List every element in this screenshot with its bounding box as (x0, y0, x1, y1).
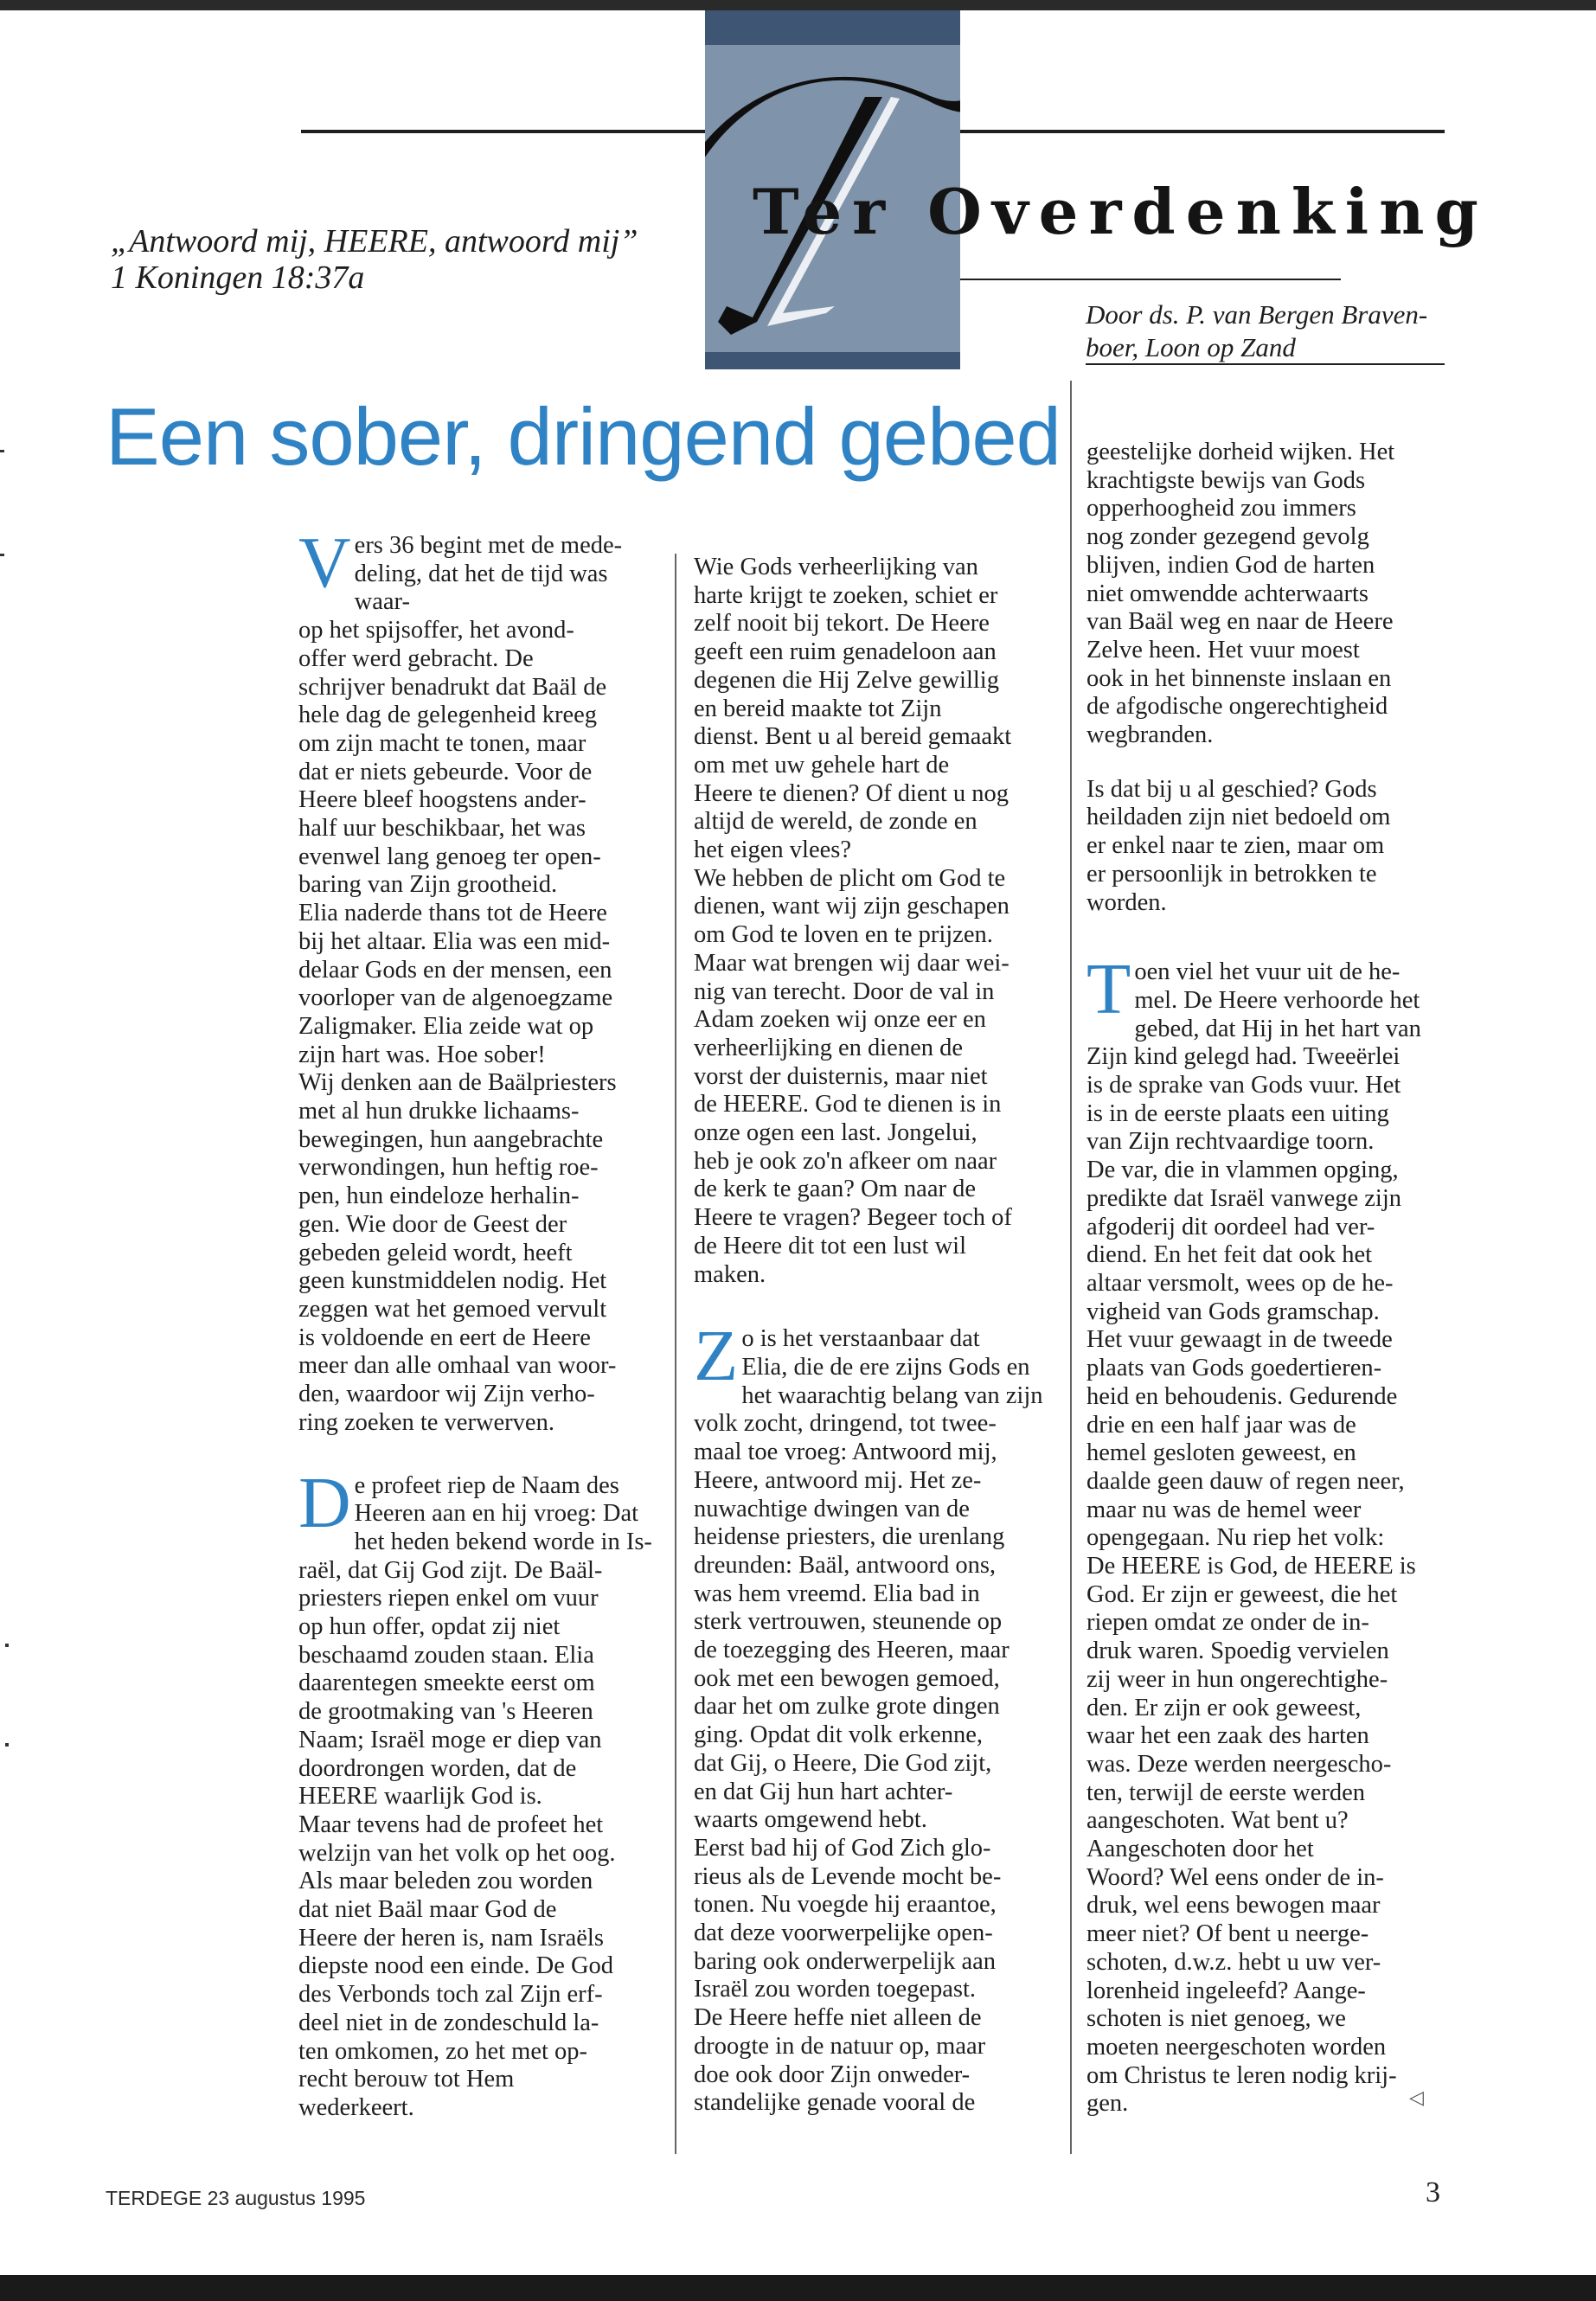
text-line: Elia, die de ere zijns Gods en (741, 1353, 1030, 1381)
text-line: het eigen vlees? (694, 836, 851, 864)
text-line: Heere te dienen? Of dient u nog (694, 779, 1010, 807)
text-line: dat deze voorwerpelijke open- (694, 1920, 993, 1947)
text-line: de kerk te gaan? Om naar de (694, 1176, 976, 1203)
text-line: is voldoende en eert de Heere (298, 1324, 591, 1351)
text-line: opengegaan. Nu riep het volk: (1086, 1524, 1385, 1552)
text-line: onze ogen een last. Jongelui, (694, 1119, 977, 1147)
text-line: op hun offer, opdat zij niet (298, 1613, 561, 1641)
text-line: is in de eerste plaats een uiting (1086, 1099, 1389, 1127)
scan-mark (0, 554, 4, 556)
text-line: rieus als de Levende mocht be- (694, 1862, 1002, 1890)
text-line: maal toe vroeg: Antwoord mij, (694, 1439, 997, 1466)
text-line: Elia naderde thans tot de Heere (298, 900, 607, 927)
paragraph-lines (1086, 949, 1450, 2118)
text-line: e profeet riep de Naam des (354, 1471, 619, 1499)
text-line: Wie Gods verheerlijking van (694, 554, 978, 580)
text-line: nuwachtige dwingen van de (694, 1495, 970, 1522)
header-rule-right (960, 130, 1445, 133)
text-line: Het vuur gewaagt in de tweede (1086, 1326, 1393, 1354)
text-line: Heeren aan en hij vroeg: Dat (354, 1500, 639, 1528)
text-line: dat niet Baäl maar God de (298, 1896, 557, 1924)
text-line: er enkel naar te zien, maar om (1086, 832, 1385, 860)
text-line: evenwel lang genoeg ter open- (298, 843, 601, 870)
section-title: Ter Overdenking (753, 175, 1489, 248)
drop-cap: Z (694, 1316, 739, 1397)
scan-edge-top (0, 0, 1596, 10)
text-line: den, waardoor wij Zijn verho- (298, 1381, 595, 1408)
text-line: de HEERE. God te dienen is in (694, 1091, 1002, 1118)
text-line: ook in het binnenste inslaan en (1086, 664, 1392, 692)
text-line: Naam; Israël moge er diep van (298, 1726, 602, 1753)
text-line: doordrongen worden, dat de (298, 1754, 577, 1782)
author-line-1: Door ds. P. van Bergen Braven- (1086, 299, 1428, 330)
text-line: gebeden geleid wordt, heeft (298, 1239, 573, 1266)
text-line: daar het om zulke grote dingen (694, 1693, 1000, 1721)
paragraph-lines (694, 1316, 1061, 2118)
text-line: welzijn van het volk op het oog. (298, 1839, 616, 1867)
text-line: om Christus te leren nodig krij- (1086, 2061, 1397, 2089)
text-line: was. Deze werden neergescho- (1086, 1750, 1392, 1778)
text-line: Woord? Wel eens onder de in- (1086, 1863, 1384, 1891)
text-line: Heere bleef hoogstens ander- (298, 786, 586, 814)
text-line: Israël zou worden toegepast. (694, 1976, 977, 2003)
text-line: pen, hun eindeloze herhalin- (298, 1183, 580, 1210)
text-line: de toezegging des Heeren, maar (694, 1637, 1010, 1664)
text-line: beschaamd zouden staan. Elia (298, 1641, 594, 1669)
text-line: HEERE waarlijk God is. (298, 1783, 542, 1811)
text-line: Aangeschoten door het (1086, 1836, 1314, 1863)
text-line: verheerlijking en dienen de (694, 1034, 963, 1061)
text-line: het heden bekend worde in Is- (354, 1528, 652, 1555)
text-line: het waarachtig belang van zijn (741, 1381, 1043, 1409)
text-line: heb je ook zo'n afkeer om naar (694, 1147, 997, 1175)
text-line: plaats van Gods goedertieren- (1086, 1355, 1382, 1382)
text-line: nog zonder gezegend gevolg (1086, 523, 1369, 551)
text-line: heidense priesters, die urenlang (694, 1523, 1005, 1551)
text-line: zelf nooit bij tekort. De Heere (694, 610, 990, 638)
drop-cap: T (1086, 949, 1131, 1030)
title-underline (960, 279, 1341, 280)
text-line: geestelijke dorheid wijken. Het (1086, 439, 1395, 465)
text-line: voorloper van de algenoegzame (298, 984, 613, 1012)
text-line: blijven, indien God de harten (1086, 551, 1375, 579)
text-line: Maar tevens had de profeet het (298, 1811, 604, 1838)
text-line: oen viel het vuur uit de he- (1134, 958, 1401, 986)
text-line: deel niet in de zondeschuld la- (298, 2009, 599, 2036)
paragraph (1086, 776, 1450, 918)
text-line: De var, die in vlammen opging, (1086, 1157, 1399, 1184)
text-line: De Heere heffe niet alleen de (694, 2004, 982, 2032)
text-line: meer niet? Of bent u neerge- (1086, 1920, 1369, 1948)
text-line: doe ook door Zijn onweder- (694, 2061, 971, 2088)
text-line: hele dag de gelegenheid kreeg (298, 702, 597, 729)
text-line: afgoderij dit oordeel had ver- (1086, 1213, 1375, 1240)
text-line: geeft een ruim genadeloon aan (694, 638, 997, 666)
text-line: recht berouw tot Hem (298, 2066, 515, 2093)
article-headline: Een sober, dringend gebed (106, 391, 1061, 482)
text-line: Adam zoeken wij onze eer en (694, 1006, 986, 1034)
text-line: zijn hart was. Hoe sober! (298, 1041, 546, 1068)
text-line: ring zoeken te verwerven. (298, 1408, 554, 1436)
paragraph-lines (1086, 439, 1450, 750)
paragraph (694, 554, 1061, 1289)
text-line: aangeschoten. Wat bent u? (1086, 1807, 1349, 1835)
text-column-3 (1086, 439, 1450, 2118)
text-line: mel. De Heere verhoorde het (1134, 986, 1420, 1014)
text-line: Is dat bij u al geschied? Gods (1086, 775, 1377, 803)
text-line: daarentegen smeekte eerst om (298, 1670, 595, 1697)
text-line: druk waren. Spoedig vervielen (1086, 1638, 1389, 1665)
text-line: nig van terecht. Door de val in (694, 977, 995, 1005)
column-divider-2 (1070, 381, 1072, 2154)
text-line: den. Er zijn er ook geweest, (1086, 1694, 1362, 1721)
text-line: en dat Gij hun hart achter- (694, 1778, 953, 1805)
text-line: de grootmaking van 's Heeren (298, 1698, 593, 1726)
text-line: Zijn kind gelegd had. Tweeërlei (1086, 1043, 1401, 1071)
text-line: wegbranden. (1086, 721, 1214, 749)
text-line: tonen. Nu voegde hij eraantoe, (694, 1891, 997, 1919)
text-line: Heere der heren is, nam Israëls (298, 1924, 604, 1952)
text-line: dat Gij, o Heere, Die God zijt, (694, 1749, 992, 1777)
text-line: raël, dat Gij God zijt. De Baäl- (298, 1556, 603, 1584)
text-line: baring van Zijn grootheid. (298, 871, 558, 899)
text-line: De HEERE is God, de HEERE is (1086, 1553, 1416, 1580)
text-line: en bereid maakte tot Zijn (694, 695, 942, 722)
column-divider-1 (675, 554, 676, 2154)
paragraph-lines (694, 554, 1061, 1289)
scan-mark (5, 1743, 9, 1747)
text-line: Heere, antwoord mij. Het ze- (694, 1466, 982, 1494)
text-line: volk zocht, dringend, tot twee- (694, 1410, 997, 1438)
text-line: bewegingen, hun aangebrachte (298, 1125, 604, 1153)
text-line: dreunden: Baäl, antwoord ons, (694, 1551, 997, 1579)
paragraph (694, 1316, 1061, 2118)
drop-cap: V (298, 522, 351, 603)
text-line: altaar versmolt, wees op de he- (1086, 1269, 1394, 1297)
page-number: 3 (1426, 2176, 1440, 2208)
text-line: moeten neergeschoten worden (1086, 2033, 1387, 2061)
text-line: dienst. Bent u al bereid gemaakt (694, 723, 1012, 751)
text-line: worden. (1086, 888, 1167, 916)
end-of-article-icon: ◁ (1409, 2087, 1424, 2110)
text-line: op het spijsoffer, het avond- (298, 617, 574, 644)
text-line: meer dan alle omhaal van woor- (298, 1352, 617, 1380)
text-line: drie en een half jaar was de (1086, 1411, 1356, 1439)
text-line: opperhoogheid zou immers (1086, 495, 1356, 522)
text-line: ook met een bewogen gemoed, (694, 1664, 1000, 1692)
text-line: half uur beschikbaar, het was (298, 815, 586, 843)
text-line: niet omwendde achterwaarts (1086, 580, 1369, 607)
text-line: maar nu was de hemel weer (1086, 1496, 1362, 1523)
author-byline (1086, 298, 1458, 364)
text-line: Wij denken aan de Baälpriesters (298, 1069, 617, 1097)
text-line: gen. (1086, 2090, 1129, 2118)
text-line: bij het altaar. Elia was een mid- (298, 927, 611, 955)
quote-reference: 1 Koningen 18:37a (111, 260, 365, 296)
text-line: deling, dat het de tijd was waar- (354, 560, 608, 616)
text-line: dat er niets gebeurde. Voor de (298, 758, 593, 785)
author-line-2: boer, Loon op Zand (1086, 332, 1296, 362)
text-column-2 (694, 554, 1061, 2118)
text-line: baring ook onderwerpelijk aan (694, 1947, 996, 1975)
text-line: diend. En het feit dat ook het (1086, 1241, 1373, 1269)
text-line: waarts omgewend hebt. (694, 1806, 927, 1834)
paragraph-lines (298, 1462, 662, 2123)
text-line: o is het verstaanbaar dat (741, 1325, 980, 1353)
text-line: daalde geen dauw of regen neer, (1086, 1467, 1405, 1495)
text-line: verwondingen, hun heftig roe- (298, 1154, 599, 1182)
text-line: altijd de wereld, de zonde en (694, 808, 977, 836)
text-line: ten, terwijl de eerste werden (1086, 1779, 1366, 1806)
text-line: predikte dat Israël vanwege zijn (1086, 1184, 1402, 1212)
header-rule-left (301, 130, 708, 133)
text-line: lorenheid ingeleefd? Aange- (1086, 1977, 1366, 2004)
scripture-quote (111, 223, 716, 296)
text-line: geen kunstmiddelen nodig. Het (298, 1267, 607, 1295)
text-column-1 (298, 522, 662, 2123)
text-line: schoten is niet genoeg, we (1086, 2005, 1346, 2033)
scan-mark (0, 450, 4, 452)
text-line: was hem vreemd. Elia bad in (694, 1580, 980, 1607)
text-line: zeggen wat het gemoed vervult (298, 1295, 607, 1323)
text-line: van Baäl weg en naar de Heere (1086, 608, 1394, 636)
text-line: sterk vertrouwen, steunende op (694, 1608, 1003, 1636)
text-line: zij weer in hun ongerechtighe- (1086, 1665, 1388, 1693)
text-line: om God te loven en te prijzen. (694, 921, 993, 949)
text-line: riepen omdat ze onder de in- (1086, 1609, 1369, 1637)
text-line: heid en behoudenis. Gedurende (1086, 1382, 1398, 1410)
text-line: de Heere dit tot een lust wil (694, 1232, 966, 1259)
text-line: wederkeert. (298, 2093, 414, 2121)
paragraph (1086, 439, 1450, 750)
text-line: schrijver benadrukt dat Baäl de (298, 673, 607, 701)
text-line: diepste nood een einde. De God (298, 1952, 614, 1980)
paragraph (1086, 949, 1450, 2118)
text-line: Zelve heen. Het vuur moest (1086, 636, 1360, 663)
quote-text: „Antwoord mij, HEERE, antwoord mij” (111, 223, 638, 260)
text-line: om met uw gehele hart de (694, 751, 950, 779)
text-line: vorst der duisternis, maar niet (694, 1062, 988, 1090)
text-line: druk, wel eens bewogen maar (1086, 1892, 1381, 1920)
scan-mark (5, 1644, 9, 1647)
paragraph-lines (298, 522, 662, 1438)
text-line: hemel gesloten geweest, en (1086, 1439, 1356, 1467)
text-line: offer werd gebracht. De (298, 644, 534, 672)
text-line: van Zijn rechtvaardige toorn. (1086, 1128, 1375, 1156)
paragraph-lines (1086, 776, 1450, 918)
text-line: harte krijgt te zoeken, schiet er (694, 581, 998, 609)
paragraph (298, 522, 662, 1438)
text-line: We hebben de plicht om God te (694, 864, 1006, 892)
text-line: waar het een zaak des harten (1086, 1722, 1369, 1750)
text-line: maken. (694, 1260, 766, 1288)
text-line: ers 36 begint met de mede- (354, 532, 623, 559)
drop-cap: D (298, 1462, 351, 1543)
text-line: de afgodische ongerechtigheid (1086, 693, 1388, 721)
text-line: droogte in de natuur op, maar (694, 2032, 986, 2060)
text-line: krachtigste bewijs van Gods (1086, 466, 1366, 494)
text-line: Als maar beleden zou worden (298, 1868, 593, 1895)
text-line: er persoonlijk in betrokken te (1086, 860, 1377, 888)
text-line: is de sprake van Gods vuur. Het (1086, 1072, 1401, 1099)
text-line: degenen die Hij Zelve gewillig (694, 666, 999, 694)
scan-edge-bottom (0, 2275, 1596, 2301)
text-line: standelijke genade vooral de (694, 2089, 976, 2117)
text-line: Eerst bad hij of God Zich glo- (694, 1834, 991, 1862)
text-line: met al hun drukke lichaams- (298, 1098, 580, 1125)
text-line: heildaden zijn niet bedoeld om (1086, 804, 1391, 831)
text-line: ging. Opdat dit volk erkenne, (694, 1721, 984, 1749)
text-line: ten omkomen, zo het met op- (298, 2037, 587, 2065)
text-line: dienen, want wij zijn geschapen (694, 893, 1010, 920)
text-line: vigheid van Gods gramschap. (1086, 1298, 1380, 1325)
paragraph (298, 1462, 662, 2123)
text-line: schoten, d.w.z. hebt u uw ver- (1086, 1948, 1381, 1976)
text-line: Maar wat brengen wij daar wei- (694, 949, 1010, 977)
text-line: priesters riepen enkel om vuur (298, 1585, 599, 1612)
text-line: gebed, dat Hij in het hart van (1134, 1015, 1421, 1042)
text-line: gen. Wie door de Geest der (298, 1210, 567, 1238)
text-line: des Verbonds toch zal Zijn erf- (298, 1981, 603, 2009)
text-line: God. Er zijn er geweest, die het (1086, 1580, 1398, 1608)
text-line: delaar Gods en der mensen, een (298, 956, 612, 984)
text-line: om zijn macht te tonen, maar (298, 729, 586, 757)
footer-publication: TERDEGE 23 augustus 1995 (106, 2187, 366, 2209)
text-line: Heere te vragen? Begeer toch of (694, 1204, 1012, 1232)
text-line: Zaligmaker. Elia zeide wat op (298, 1012, 594, 1040)
